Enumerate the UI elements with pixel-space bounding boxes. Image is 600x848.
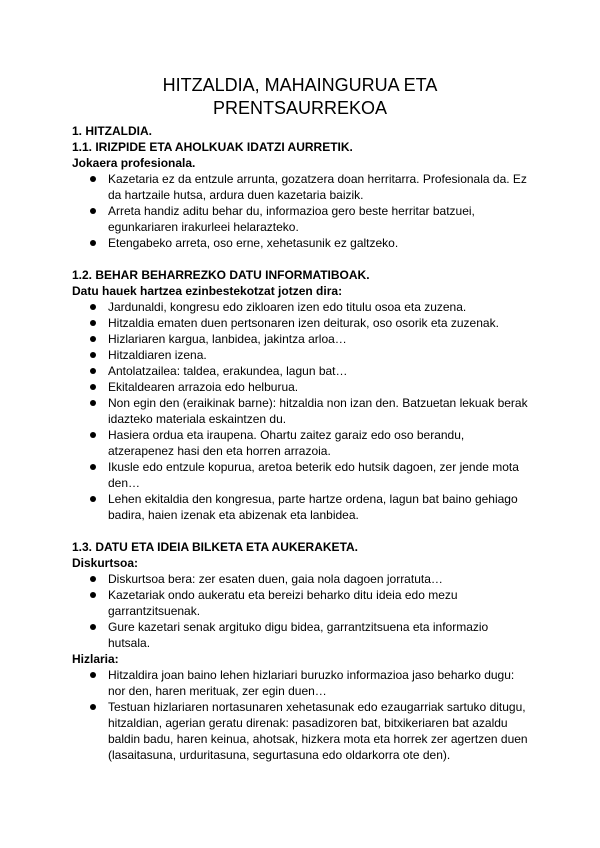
section-1-2-heading: 1.2. BEHAR BEHARREZKO DATU INFORMATIBOAK. xyxy=(72,268,370,282)
document-body xyxy=(72,123,532,763)
list-item: Ikusle edo entzule kopurua, aretoa beterik edo hutsik dagoen, zer jende mota den… xyxy=(72,459,532,491)
section-1-1-list xyxy=(72,171,532,251)
list-item: Hitzaldira joan baino lehen hizlariari buruzko informazioa jaso beharko dugu: nor den, haren merituak, zer egin duen… xyxy=(72,667,532,699)
list-item: Kazetariak ondo aukeratu eta bereizi beharko ditu ideia edo mezu garrantzitsuenak. xyxy=(72,587,532,619)
list-item: Testuan hizlariaren nortasunaren xehetasunak edo ezaugarriak sartuko ditugu, hitzaldian, agerian geratu direnak: pasadizoren bat, bitxikeriaren bat azaldu baldin badu, haren keinua, ahotsak, hizkera mota eta horrek zer agertzen duen (lasaitasuna, urduritasuna, segurtasuna edo oldarkorra ote den). xyxy=(72,699,532,763)
list-item: Arreta handiz aditu behar du, informazioa gero beste herritar batzuei, egunkariaren irakurleei helarazteko. xyxy=(72,203,532,235)
section-1-2-list xyxy=(72,299,532,523)
document-title xyxy=(0,74,600,120)
section-1-3-heading: 1.3. DATU ETA IDEIA BILKETA ETA AUKERAKETA. xyxy=(72,540,359,554)
list-item: Hasiera ordua eta iraupena. Ohartu zaitez garaiz edo oso berandu, atzerapenez hasi den eta horren arrazoia. xyxy=(72,427,532,459)
list-item: Jardunaldi, kongresu edo zikloaren izen edo titulu osoa eta zuzena. xyxy=(72,299,532,315)
section-1-1-label: Jokaera profesionala. xyxy=(72,156,196,170)
section-1-2-label: Datu hauek hartzea ezinbestekotzat jotzen dira: xyxy=(72,284,343,298)
list-item: Kazetaria ez da entzule arrunta, gozatzera doan herritarra. Profesionala da. Ez da hartzaile hutsa, ardura duen kazetaria baizik. xyxy=(72,171,532,203)
diskurtsoa-label: Diskurtsoa: xyxy=(72,556,139,570)
list-item: Antolatzailea: taldea, erakundea, lagun bat… xyxy=(72,363,532,379)
section-1-1-heading: 1.1. IRIZPIDE ETA AHOLKUAK IDATZI AURRETIK. xyxy=(72,140,353,154)
list-item: Ekitaldearen arrazoia edo helburua. xyxy=(72,379,532,395)
list-item: Etengabeko arreta, oso erne, xehetasunik ez galtzeko. xyxy=(72,235,532,251)
list-item: Hitzaldia ematen duen pertsonaren izen deiturak, oso osorik eta zuzenak. xyxy=(72,315,532,331)
list-item: Gure kazetari senak argituko digu bidea, garrantzitsuena eta informazio hutsala. xyxy=(72,619,532,651)
hizlaria-list xyxy=(72,667,532,763)
section-1-heading: 1. HITZALDIA. xyxy=(72,124,152,138)
title-line-2: PRENTSAURREKOA xyxy=(212,98,388,118)
diskurtsoa-list xyxy=(72,571,532,651)
title-line-1: HITZALDIA, MAHAINGURUA ETA xyxy=(162,75,438,95)
list-item: Diskurtsoa bera: zer esaten duen, gaia nola dagoen jorratuta… xyxy=(72,571,532,587)
list-item: Hizlariaren kargua, lanbidea, jakintza arloa… xyxy=(72,331,532,347)
list-item: Non egin den (eraikinak barne): hitzaldia non izan den. Batzuetan lekuak berak idazteko materiala eskaintzen du. xyxy=(72,395,532,427)
list-item: Lehen ekitaldia den kongresua, parte hartze ordena, lagun bat baino gehiago badira, haien izenak eta abizenak eta lanbidea. xyxy=(72,491,532,523)
list-item: Hitzaldiaren izena. xyxy=(72,347,532,363)
hizlaria-label: Hizlaria: xyxy=(72,652,119,666)
